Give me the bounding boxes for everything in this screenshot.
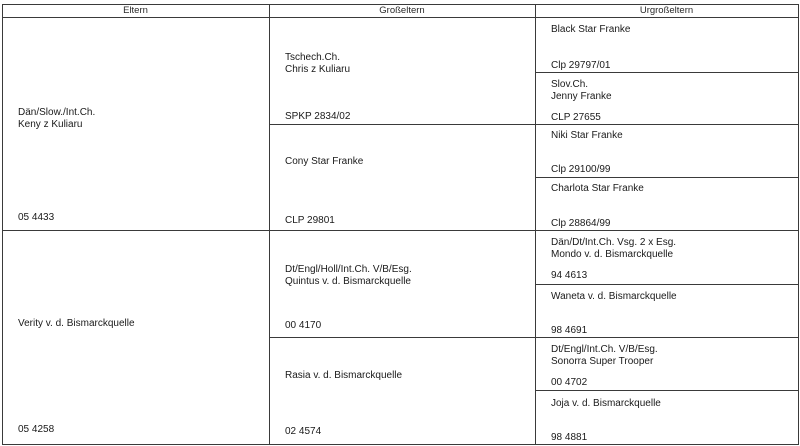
grandparent-2-1-name: Quintus v. d. Bismarckquelle [285, 276, 411, 287]
grandparent-1-1 [285, 52, 350, 76]
great-grandparent-4 [551, 183, 644, 195]
parent-1-title: Dän/Slow./Int.Ch. [18, 107, 96, 118]
grandparent-1-1-title: Tschech.Ch. [285, 52, 341, 63]
column-divider-2 [535, 4, 536, 445]
grandparent-2-1-reg: 00 4170 [285, 320, 322, 331]
great-grandparent-2 [551, 79, 612, 103]
great-grandparent-2-title: Slov.Ch. [551, 79, 589, 90]
great-grandparent-5 [551, 237, 676, 261]
left-border [2, 4, 3, 445]
great-grandparent-4-name: Charlota Star Franke [551, 183, 644, 194]
great-grandparent-7-name: Sonorra Super Trooper [551, 356, 654, 367]
header-parents: Eltern [123, 5, 148, 16]
parent-2 [18, 318, 135, 330]
great-grandparent-5-name: Mondo v. d. Bismarckquelle [551, 249, 674, 260]
great-grandparent-6 [551, 291, 677, 303]
header-great-grandparents: Urgroßeltern [639, 5, 694, 16]
grandparent-1-2-name: Cony Star Franke [285, 156, 364, 167]
parent-1-reg: 05 4433 [18, 212, 55, 223]
great-grandparent-8-name: Joja v. d. Bismarckquelle [551, 398, 661, 409]
ggp-divider-2 [535, 177, 798, 178]
great-grandparent-7 [551, 344, 658, 368]
parent-2-reg: 05 4258 [18, 424, 55, 435]
great-grandparent-3-name: Niki Star Franke [551, 130, 623, 141]
grandparents-divider-2 [269, 337, 798, 338]
great-grandparent-8 [551, 398, 661, 410]
column-divider-1 [269, 4, 270, 445]
great-grandparent-1-name: Black Star Franke [551, 24, 631, 35]
grandparent-2-2-name: Rasia v. d. Bismarckquelle [285, 370, 403, 381]
parent-1-name: Keny z Kuliaru [18, 119, 83, 130]
great-grandparent-7-reg: 00 4702 [551, 377, 588, 388]
grandparent-2-2-reg: 02 4574 [285, 426, 322, 437]
ggp-divider-3 [535, 284, 798, 285]
grandparent-2-2 [285, 370, 402, 382]
great-grandparent-1-reg: Clp 29797/01 [551, 60, 611, 71]
header-bottom-line [2, 17, 798, 18]
grandparents-divider-1 [269, 124, 798, 125]
grandparent-1-1-reg: SPKP 2834/02 [285, 111, 351, 122]
great-grandparent-4-reg: Clp 28864/99 [551, 218, 611, 229]
grandparent-2-1 [285, 264, 412, 288]
great-grandparent-3-reg: Clp 29100/99 [551, 164, 611, 175]
parent-1 [18, 107, 95, 131]
great-grandparent-8-reg: 98 4881 [551, 432, 588, 443]
great-grandparent-6-name: Waneta v. d. Bismarckquelle [551, 291, 677, 302]
great-grandparent-2-name: Jenny Franke [551, 91, 612, 102]
ggp-divider-1 [535, 72, 798, 73]
parent-2-name: Verity v. d. Bismarckquelle [18, 318, 135, 329]
ggp-divider-4 [535, 390, 798, 391]
great-grandparent-5-reg: 94 4613 [551, 270, 588, 281]
great-grandparent-3 [551, 130, 623, 142]
grandparent-1-2 [285, 156, 363, 168]
grandparent-2-1-title: Dt/Engl/Holl/Int.Ch. V/B/Esg. [285, 264, 412, 275]
grandparent-1-1-name: Chris z Kuliaru [285, 64, 351, 75]
grandparent-1-2-reg: CLP 29801 [285, 215, 335, 226]
great-grandparent-2-reg: CLP 27655 [551, 112, 601, 123]
great-grandparent-1 [551, 24, 630, 36]
bottom-line [2, 444, 798, 445]
great-grandparent-6-reg: 98 4691 [551, 325, 588, 336]
great-grandparent-7-title: Dt/Engl/Int.Ch. V/B/Esg. [551, 344, 658, 355]
parents-divider [2, 230, 798, 231]
great-grandparent-5-title: Dän/Dt/Int.Ch. Vsg. 2 x Esg. [551, 237, 677, 248]
header-grandparents: Großeltern [379, 5, 425, 16]
right-border [798, 4, 799, 445]
